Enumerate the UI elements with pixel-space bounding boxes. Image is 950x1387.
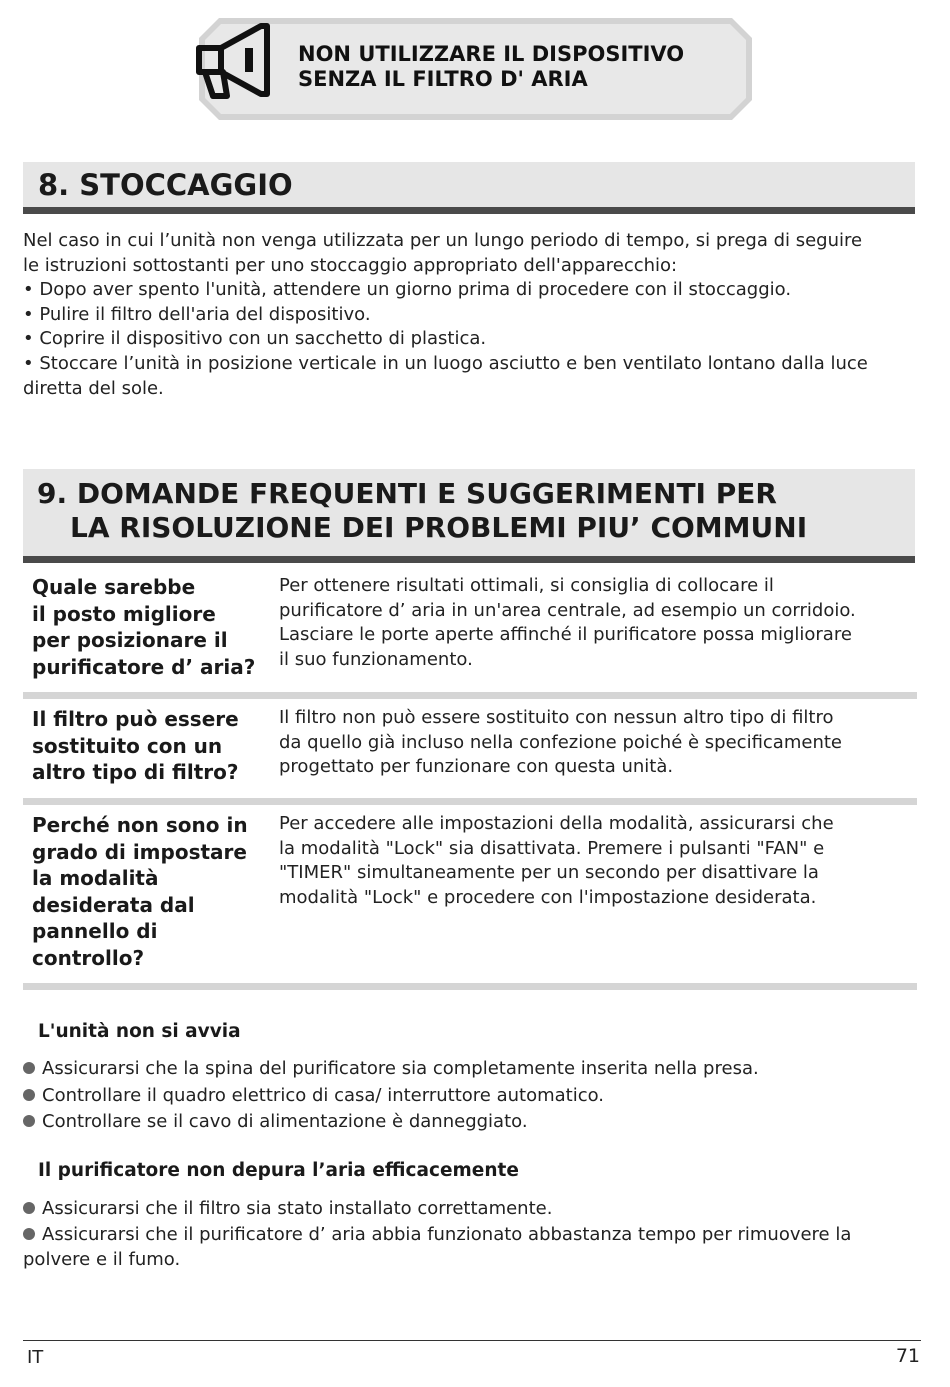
faq-question-line: il posto migliore xyxy=(32,601,216,626)
list-item xyxy=(23,1109,923,1136)
storage-instructions xyxy=(23,229,923,401)
storage-line: Nel caso in cui l’unità non venga utilizzata per un lungo periodo di tempo, si prega di seguire xyxy=(23,230,863,251)
faq-divider xyxy=(23,798,917,805)
storage-line: le istruzioni sottostanti per uno stoccaggio appropriato dell'apparecchio: xyxy=(23,254,678,276)
section-8-header xyxy=(23,162,915,214)
storage-line: diretta del sole. xyxy=(23,377,164,399)
list-item xyxy=(23,1056,923,1083)
faq-question xyxy=(32,812,272,971)
faq-answer-line: Il filtro non può essere sostituito con nessun altro tipo di filtro xyxy=(279,707,834,728)
bullet-icon xyxy=(23,1089,35,1101)
faq-question-line: sostituito con un xyxy=(32,733,223,758)
faq-question-line: pannello di xyxy=(32,919,158,943)
list-item-text: Assicurarsi che il purificatore d’ aria abbia funzionato abbastanza tempo per rimuovere la xyxy=(42,1223,852,1245)
faq-answer-line: Lasciare le porte aperte affinché il purificatore possa migliorare xyxy=(279,624,852,646)
faq-answer-line: purificatore d’ aria in un'area centrale, ad esempio un corridoio. xyxy=(279,599,856,621)
bullet-icon xyxy=(23,1115,35,1127)
faq-answer xyxy=(279,574,919,672)
warning-line-2: SENZA IL FILTRO D' ARIA xyxy=(298,67,588,91)
list-item xyxy=(23,1196,923,1222)
page-number: 71 xyxy=(895,1345,920,1367)
section-9-header xyxy=(23,469,915,563)
faq-divider xyxy=(23,692,917,699)
list-item-text: Controllare se il cavo di alimentazione è danneggiato. xyxy=(42,1111,528,1132)
faq-answer-line: modalità "Lock" e procedere con l'impostazione desiderata. xyxy=(279,886,817,908)
storage-line: • Dopo aver spento l'unità, attendere un giorno prima di procedere con il stoccaggio. xyxy=(23,279,792,301)
faq-answer-line: da quello già incluso nella confezione poiché è specificamente xyxy=(279,731,842,753)
faq-answer-line: Per ottenere risultati ottimali, si consiglia di collocare il xyxy=(279,575,774,596)
section-9-title xyxy=(37,477,807,545)
faq-question-line: la modalità xyxy=(32,866,159,890)
faq-question-line: per posizionare il xyxy=(32,628,228,652)
list-item xyxy=(23,1222,923,1248)
trouble-not-purifying-list xyxy=(23,1196,923,1273)
faq-question-line: grado di impostare xyxy=(32,839,247,864)
list-item-text: Assicurarsi che la spina del purificatore sia completamente inserita nella presa. xyxy=(42,1058,759,1079)
faq-question-line: Perché non sono in xyxy=(32,813,248,837)
list-item-text: Assicurarsi che il filtro sia stato installato correttamente. xyxy=(42,1198,553,1219)
bullet-icon xyxy=(23,1228,35,1240)
faq-answer-line: Per accedere alle impostazioni della modalità, assicurarsi che xyxy=(279,813,834,834)
faq-question-line: Il filtro può essere xyxy=(32,707,239,731)
section-9-title-line-2: LA RISOLUZIONE DEI PROBLEMI PIU’ COMMUNI xyxy=(70,511,808,544)
megaphone-icon xyxy=(193,18,277,102)
list-item-text: Controllare il quadro elettrico di casa/ interruttore automatico. xyxy=(42,1084,605,1106)
storage-line: • Coprire il dispositivo con un sacchetto di plastica. xyxy=(23,328,487,350)
faq-question-line: controllo? xyxy=(32,945,145,970)
faq-question-line: Quale sarebbe xyxy=(32,575,196,599)
footer-language: IT xyxy=(27,1347,44,1368)
storage-line: • Stoccare l’unità in posizione verticale in un luogo asciutto e ben ventilato lontano dalla luce xyxy=(23,352,868,374)
faq-answer-line: progettato per funzionare con questa unità. xyxy=(279,756,674,778)
faq-question-line: desiderata dal xyxy=(32,892,195,917)
bullet-icon xyxy=(23,1062,35,1074)
faq-answer xyxy=(279,706,919,780)
warning-line-1: NON UTILIZZARE IL DISPOSITIVO xyxy=(298,42,685,66)
trouble-unit-not-starting-list xyxy=(23,1056,923,1136)
faq-question-line: altro tipo di filtro? xyxy=(32,760,239,784)
section-8-title: 8. STOCCAGGIO xyxy=(38,168,293,202)
faq-answer xyxy=(279,812,919,910)
list-item xyxy=(23,1083,923,1110)
storage-line: • Pulire il filtro dell'aria del dispositivo. xyxy=(23,303,371,325)
faq-question xyxy=(32,706,272,786)
faq-question-line: purificatore d’ aria? xyxy=(32,654,256,679)
faq-answer-line: il suo funzionamento. xyxy=(279,648,473,670)
faq-divider xyxy=(23,983,917,990)
list-item-continuation: polvere e il fumo. xyxy=(23,1249,181,1270)
bullet-icon xyxy=(23,1202,35,1214)
faq-question xyxy=(32,574,272,680)
faq-answer-line: "TIMER" simultaneamente per un secondo per disattivare la xyxy=(279,862,819,884)
faq-answer-line: la modalità "Lock" sia disattivata. Premere i pulsanti "FAN" e xyxy=(279,837,825,859)
section-9-title-line-1: 9. DOMANDE FREQUENTI E SUGGERIMENTI PER xyxy=(37,477,777,510)
footer-rule xyxy=(23,1340,921,1341)
trouble-unit-not-starting-title: L'unità non si avvia xyxy=(38,1021,241,1042)
warning-message xyxy=(298,42,728,92)
trouble-not-purifying-title: Il purificatore non depura l’aria efficacemente xyxy=(38,1160,519,1181)
